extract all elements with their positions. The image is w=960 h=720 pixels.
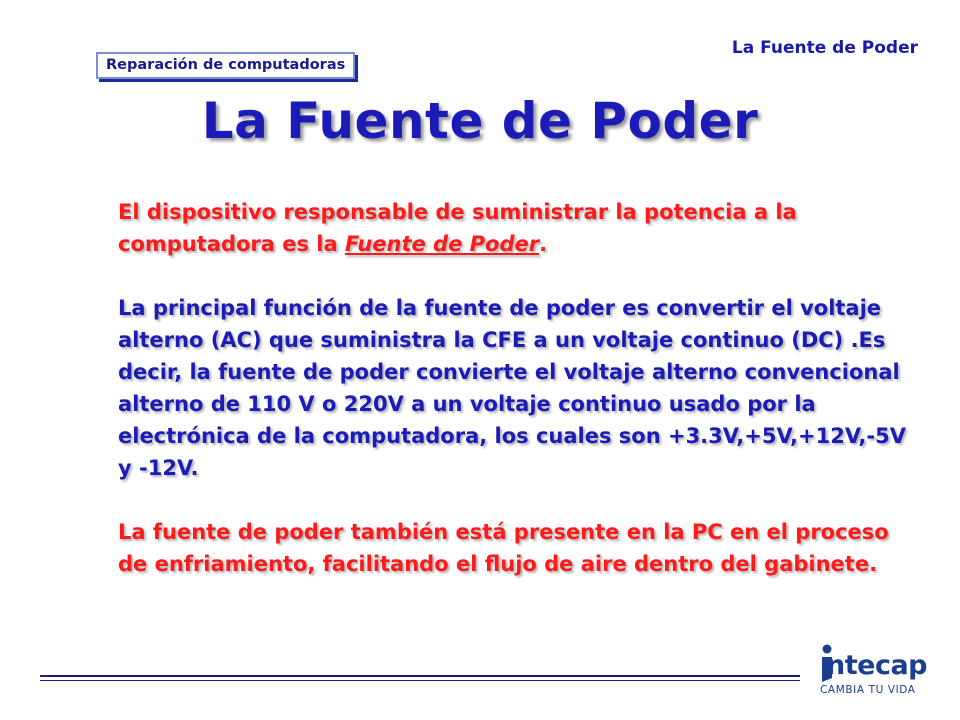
paragraph-intro-end: . xyxy=(539,232,548,256)
logo-wordmark: ntecap xyxy=(826,650,927,681)
intecap-logo xyxy=(818,644,928,704)
slide-title: La Fuente de Poder xyxy=(201,92,759,150)
footer-divider xyxy=(40,675,800,677)
footer-divider-thin xyxy=(40,680,800,681)
paragraph-intro-text: El dispositivo responsable de suministrar la potencia a la computadora es la xyxy=(118,200,797,256)
course-label: Reparación de computadoras xyxy=(96,52,355,79)
paragraph-cooling: La fuente de poder también está presente en la PC en el proceso de enfriamiento, facilitando el flujo de aire dentro del gabinete. xyxy=(118,520,889,576)
logo-tagline: CAMBIA TU VIDA xyxy=(820,684,916,696)
paragraph-function: La principal función de la fuente de poder es convertir el voltaje alterno (AC) que suministra la CFE a un voltaje continuo (DC) .Es decir, la fuente de poder convierte el voltaje alterno convencional alterno de 110 V o 220V a un voltaje continuo usado por la electrónica de la computadora, los cuales son +3.3V,+5V,+12V,-5V y -12V. xyxy=(118,296,906,480)
paragraph-intro xyxy=(118,196,918,260)
emphasis-term: Fuente de Poder xyxy=(344,232,540,256)
section-title: La Fuente de Poder xyxy=(731,38,918,58)
slide-body xyxy=(118,196,918,612)
